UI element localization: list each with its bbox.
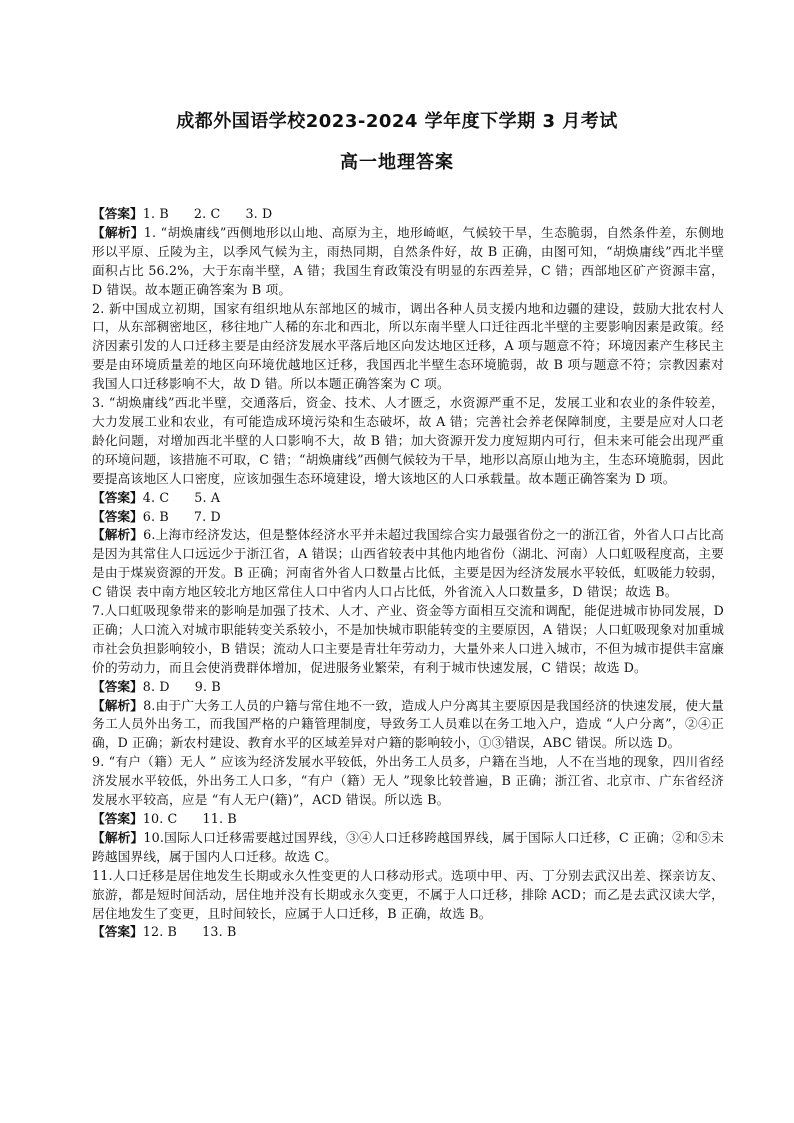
answer-line-6-7 (92, 508, 724, 527)
explanation-6 (92, 526, 724, 602)
answer-line-4-5 (92, 489, 724, 508)
answer-tag: 【答案】 (92, 206, 143, 221)
explanation-2 (92, 300, 724, 395)
answer-text: 12. B 13. B (142, 924, 237, 940)
explanation-10 (92, 829, 724, 867)
answer-line-1-3 (92, 205, 724, 224)
explanation-text: 11.人口迁移是居住地发生长期或永久性变更的人口移动形式。选项中甲、丙、丁分别去武汉出差、探亲访友、旅游，都是短时间活动，居住地并没有长期或永久变更，不属于人口迁移，排除 ACD；而乙是去武汉读大学，居住地发生了变更，且时间较长，应属于人口迁移，B 正确，故选 B。 (92, 867, 724, 921)
explanation-11 (92, 867, 724, 924)
answer-line-10-11 (92, 810, 724, 829)
answer-tag: 【答案】 (92, 811, 143, 826)
explanation-text: 10.国际人口迁移需要越过国界线，③④人口迁移跨越国界线，属于国际人口迁移，C 正确；②和⑤未跨越国界线，属于国内人口迁移。故选 C。 (92, 829, 725, 864)
answer-tag: 【答案】 (92, 924, 143, 940)
explanation-3 (92, 394, 724, 489)
explanation-tag: 【解析】 (92, 829, 144, 845)
explanation-text: 6.上海市经济发达，但是整体经济水平并未超过我国综合实力最强省份之一的浙江省，外省人口占比高是因为其常住人口远远少于浙江省，A 错误；山西省较表中其他内地省份（湖北、河南）人口虹吸程度高，主要是由于煤炭资源的开发。B 正确；河南省外省人口数量占比低，主要是因为经济发展水平较低，虹吸能力较弱，C 错误 表中南方地区较北方地区常住人口中省内人口占比低，外省流入人口数量多，D 错误；故选 B。 (92, 527, 724, 600)
explanation-text: 3. “胡焕庸线”西北半壁，交通落后，资金、技术、人才匮乏，水资源严重不足，发展工业和农业的条件较差，大力发展工业和农业，有可能造成环境污染和生态破坏，故 A 错；完善社会养老保障制度，主要是应对人口老龄化问题，对增加西北半壁的人口影响不大，故 B 错；加大资源开发力度短期内可行，但未来可能会出现严重的环境问题，该措施不可取，C 错；“胡焕庸线”西侧气候较为干旱，地形以高原山地为主，生态环境脆弱，因此要提高该地区人口密度，应该加强生态环境建设，增大该地区的人口承载量。故本题正确答案为 D 项。 (92, 395, 724, 486)
explanation-tag: 【解析】 (92, 697, 144, 713)
explanation-tag: 【解析】 (92, 224, 144, 240)
answer-line-12-13 (92, 923, 724, 942)
document-subtitle: 高一地理答案 (340, 152, 454, 173)
explanation-text: 7.人口虹吸现象带来的影响是加强了技术、人才、产业、资金等方面相互交流和调配，能促进城市协同发展，D 正确；人口流入对城市职能转变关系较小，不是加快城市职能转变的主要原因，A 错误；人口虹吸现象对加重城市社会负担影响较小，B 错误；流动人口主要是青壮年劳动力，大量外来人口进入城市，不但为城市提供丰富廉价的劳动力，而且会使消费群体增加，促进服务业繁荣，有利于城市快速发展，C 错误；故选 D。 (92, 603, 729, 675)
document-title: 成都外国语学校2023-2024 学年度下学期 3 月考试 (176, 111, 618, 132)
explanation-text: 1. “胡焕庸线”西侧地形以山地、高原为主，地形崎岖，气候较干旱，生态脆弱，自然条件差，东侧地形以平原、丘陵为主，以季风气候为主，雨热同期，自然条件好，故 B 正确，由图可知，“胡焕庸线”西北半壁面积占比 56.2%，大于东南半壁，A 错；我国生育政策没有明显的东西差异，C 错；西部地区矿产资源丰富，D 错误。故本题正确答案为 B 项。 (92, 224, 725, 297)
explanation-text: 8.由于广大务工人员的户籍与常住地不一致，造成人户分离其主要原因是我国经济的快速发展，使大量务工人员外出务工，而我国严格的户籍管理制度，导致务工人员难以在务工地入户，造成 “人户分离”，②④正确，D 正确；新农村建设、教育水平的区域差异对户籍的影响较小，①③错误，ABC 错误。所以选 D。 (92, 697, 724, 751)
answer-tag: 【答案】 (92, 508, 143, 524)
answer-tag: 【答案】 (92, 489, 143, 505)
explanation-8 (92, 697, 724, 754)
answer-text: 8. D 9. B (142, 678, 221, 694)
answer-text: 10. C 11. B (142, 811, 237, 826)
answer-text: 4. C 5. A (142, 489, 221, 505)
explanation-1 (92, 224, 724, 300)
answer-content (92, 205, 729, 942)
explanation-tag: 【解析】 (92, 527, 144, 543)
answer-line-8-9 (92, 678, 724, 697)
explanation-9 (92, 753, 724, 810)
answer-text: 6. B 7. D (142, 508, 221, 524)
explanation-7 (92, 602, 729, 678)
answer-tag: 【答案】 (92, 678, 143, 694)
explanation-text: 2. 新中国成立初期，国家有组织地从东部地区的城市，调出各种人员支援内地和边疆的建设，鼓励大批农村人口，从东部稠密地区，移往地广人稀的东北和西北，所以东南半壁人口迁往西北半壁的主要影响因素是政策。经济因素引发的人口迁移主要是由经济发展水平落后地区向发达地区迁移，A 项与题意不符；环境因素产生移民主要是由环境质量差的地区向环境优越地区迁移，我国西北半壁生态环境脆弱，故 B 项与题意不符；宗教因素对我国人口迁移影响不大，故 D 错。所以本题正确答案为 C 项。 (92, 300, 724, 392)
answer-text: 1. B 2. C 3. D (142, 206, 273, 221)
explanation-text: 9. “有户（籍）无人 ” 应该为经济发展水平较低，外出务工人员多，户籍在当地，人不在当地的现象，四川省经济发展水平较低，外出务工人口多，“有户（籍）无人 ”现象比较普遍，B 正确；浙江省、北京市、广东省经济发展水平较高，应是 “有人无户(籍)”，ACD 错误。所以选 B。 (92, 754, 724, 808)
